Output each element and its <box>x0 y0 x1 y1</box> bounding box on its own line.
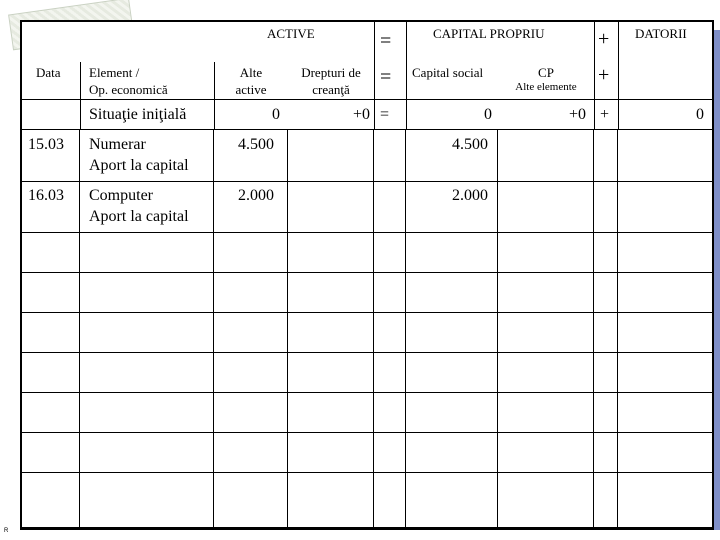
col-element-2: Op. economică <box>89 82 168 97</box>
row1-line2: Aport la capital <box>89 157 189 174</box>
initial-equals: = <box>380 106 390 123</box>
divider <box>214 62 215 130</box>
initial-drepturi: +0 <box>352 106 370 123</box>
initial-plus: + <box>600 106 610 123</box>
row-line <box>22 312 712 313</box>
row-line <box>22 352 712 353</box>
col-cp-body <box>498 130 594 528</box>
col-drepturi-2: creanţă <box>312 82 350 97</box>
row-line <box>22 472 712 473</box>
row1-capital-social: 4.500 <box>452 136 488 153</box>
row1-line1: Numerar <box>89 136 146 153</box>
row2-capital-social: 2.000 <box>452 187 488 204</box>
row1-alte-active: 4.500 <box>238 136 274 153</box>
row-line <box>22 181 712 182</box>
col-equals-body <box>374 130 406 528</box>
col-datorii-body <box>618 130 712 528</box>
col-data: Data <box>36 65 61 80</box>
row2-alte-active: 2.000 <box>238 187 274 204</box>
subheader-equals: = <box>380 66 392 88</box>
row2-date: 16.03 <box>28 187 64 204</box>
subheader-plus: + <box>598 64 610 86</box>
divider <box>80 62 81 130</box>
initial-capital-social: 0 <box>484 106 492 123</box>
initial-cp: +0 <box>568 106 586 123</box>
row-line <box>22 272 712 273</box>
footnote: R <box>4 528 9 534</box>
header-capital-propriu: CAPITAL PROPRIU <box>433 26 545 41</box>
col-drepturi-body <box>288 130 374 528</box>
header-active: ACTIVE <box>267 26 315 41</box>
divider <box>374 22 375 130</box>
initial-datorii: 0 <box>696 106 704 123</box>
divider <box>618 22 619 130</box>
row2-line2: Aport la capital <box>89 208 189 225</box>
balance-table <box>20 20 714 530</box>
initial-alte-active: 0 <box>272 106 280 123</box>
row2-line1: Computer <box>89 187 153 204</box>
initial-label: Situaţie iniţială <box>89 106 187 123</box>
header-equals: = <box>380 30 392 52</box>
col-cp: CP <box>538 65 554 80</box>
row-line <box>22 232 712 233</box>
header-plus: + <box>598 28 610 50</box>
header-datorii: DATORII <box>635 26 687 41</box>
col-plus-body <box>594 130 618 528</box>
col-alte-active-1: Alte <box>239 65 263 80</box>
col-element-1: Element / <box>89 65 140 80</box>
col-alte-active-2: active <box>235 82 267 97</box>
row-line <box>22 392 712 393</box>
col-capital-social: Capital social <box>412 65 484 80</box>
row-line <box>22 432 712 433</box>
col-alte-elemente: Alte elemente <box>515 81 577 93</box>
divider <box>594 22 595 130</box>
table-grid <box>22 22 712 528</box>
divider <box>406 22 407 130</box>
row1-date: 15.03 <box>28 136 64 153</box>
col-drepturi-1: Drepturi de <box>301 65 361 80</box>
